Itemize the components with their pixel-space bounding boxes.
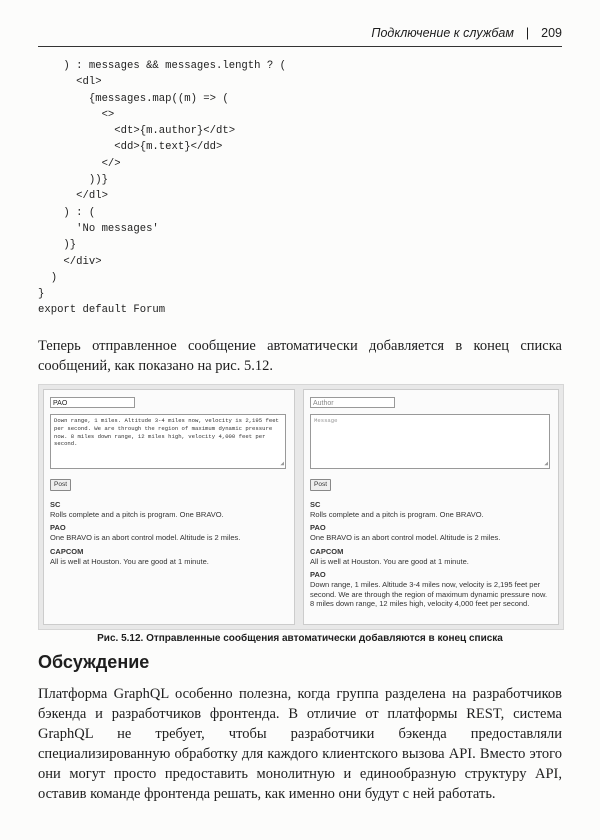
code-line: 'No messages' <box>38 222 159 235</box>
browser-pane-left <box>43 389 295 625</box>
header-separator: | <box>525 26 530 40</box>
author-input[interactable]: PAO <box>50 397 135 408</box>
code-line: ))} <box>38 174 108 187</box>
figure-caption: Рис. 5.12. Отправленные сообщения автоматически добавляются в конец списка <box>97 633 503 644</box>
message-textarea-value: Down range, 1 miles. Altitude 3-4 miles now, velocity is 2,195 feet per second. We are through the region of maximum dynamic pressure now. 8 miles down range, 12 miles high, velocity 4,000 feet per second. <box>54 417 279 448</box>
message-text: All is well at Houston. You are good at 1 minute. <box>50 556 209 566</box>
message-item <box>50 547 288 566</box>
code-line: </dl> <box>38 190 108 203</box>
message-author: PAO <box>310 523 326 533</box>
message-item <box>310 500 552 519</box>
message-text: All is well at Houston. You are good at 1 minute. <box>310 556 469 566</box>
post-button[interactable]: Post <box>50 479 71 491</box>
code-line: )} <box>38 239 77 252</box>
browser-pane-right <box>303 389 559 625</box>
message-author: CAPCOM <box>50 546 84 556</box>
body-paragraph-discussion: Платформа GraphQL особенно полезна, когда группа разделена на разработчиков бэкенда и разработчиков фронтенда. В отличие от платформы REST, система GraphQL не требует, чтобы разработчики бэкенда предоставляли специализированную обработку для каждого клиентского вызова API. Вместо этого они могут просто предоставить монолитную и единообразную структуру API, оставив команде фронтенда решать, как именно они будут с ней работать. <box>38 686 562 802</box>
message-author: PAO <box>50 523 66 533</box>
message-text: One BRAVO is an abort control model. Altitude is 2 miles. <box>50 533 241 543</box>
message-text: One BRAVO is an abort control model. Altitude is 2 miles. <box>310 533 501 543</box>
message-item <box>50 500 288 519</box>
message-text: Down range, 1 miles. Altitude 3-4 miles now, velocity is 2,195 feet per second. We are through the region of maximum dynamic pressure now. 8 miles down range, 12 miles high, velocity 4,000 feet per second. <box>310 580 548 609</box>
author-input[interactable]: Author <box>310 397 395 408</box>
code-line: <dd>{m.text}</dd> <box>38 141 223 154</box>
message-text: Rolls complete and a pitch is program. One BRAVO. <box>310 510 484 519</box>
code-line: <> <box>38 108 115 121</box>
resize-grip-icon: ◢ <box>280 460 284 467</box>
message-author: SC <box>310 500 321 509</box>
message-author: SC <box>50 500 61 509</box>
code-line: export default Forum <box>38 304 166 317</box>
page-number: 209 <box>541 26 562 40</box>
figure-screenshot <box>38 384 564 630</box>
message-item <box>310 547 552 566</box>
code-line: </> <box>38 157 121 170</box>
code-line: <dl> <box>38 76 102 89</box>
message-item <box>310 570 552 608</box>
code-line: ) : ( <box>38 206 96 219</box>
code-line: ) <box>38 271 58 284</box>
message-textarea[interactable] <box>310 414 550 469</box>
code-line: {messages.map((m) => ( <box>38 92 229 105</box>
running-title: Подключение к службам <box>371 26 514 40</box>
message-textarea-placeholder: Message <box>314 417 338 424</box>
code-line: </div> <box>38 255 102 268</box>
message-text: Rolls complete and a pitch is program. One BRAVO. <box>50 510 224 519</box>
code-line: } <box>38 288 45 301</box>
resize-grip-icon: ◢ <box>544 460 548 467</box>
message-list <box>310 496 552 608</box>
message-item <box>50 523 288 542</box>
post-button[interactable]: Post <box>310 479 331 491</box>
message-list <box>50 496 288 566</box>
body-paragraph-intro: Теперь отправленное сообщение автоматически добавляется в конец списка сообщений, как показано на рис. 5.12. <box>38 338 562 374</box>
message-author: CAPCOM <box>310 546 344 556</box>
message-item <box>310 523 552 542</box>
running-header <box>38 26 562 47</box>
code-line: <dt>{m.author}</dt> <box>38 125 236 138</box>
message-textarea[interactable] <box>50 414 286 469</box>
code-line: ) : messages && messages.length ? ( <box>38 60 286 72</box>
code-listing <box>38 58 286 319</box>
message-author: PAO <box>310 570 326 580</box>
section-heading: Обсуждение <box>38 652 150 672</box>
